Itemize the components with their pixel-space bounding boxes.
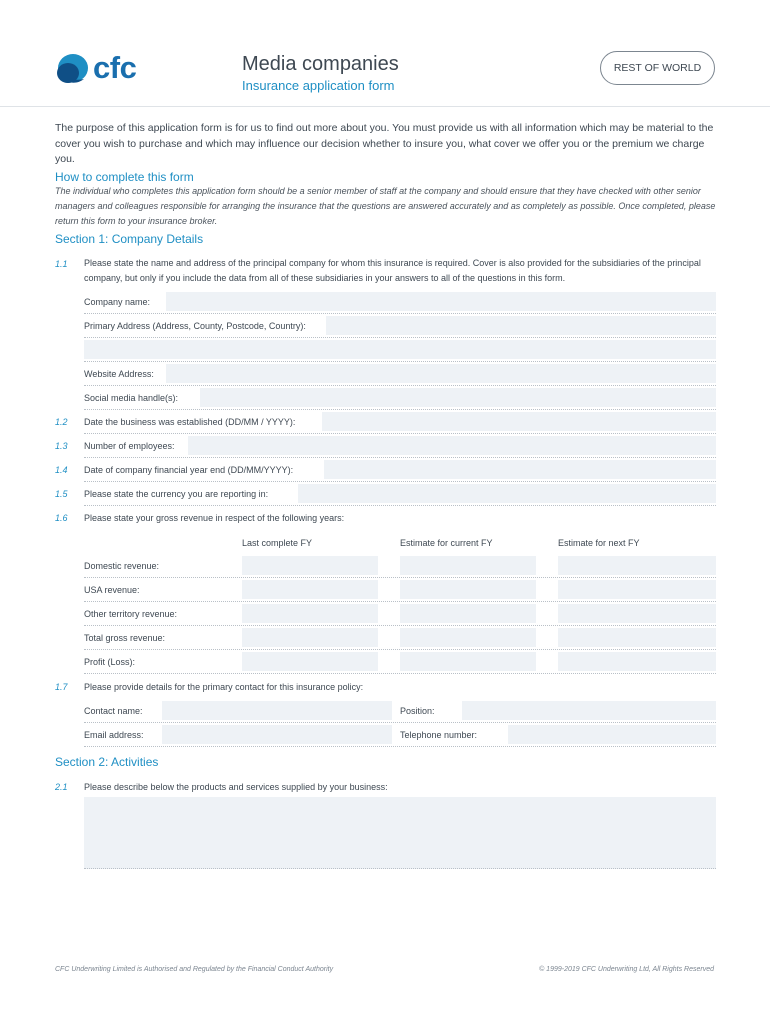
- column-last-fy: Last complete FY: [242, 538, 313, 548]
- question-number-1-6: 1.6: [55, 513, 68, 523]
- cfc-logo-icon: [54, 51, 90, 87]
- revenue-field-next-fy[interactable]: [558, 580, 716, 599]
- cfc-logo-text: cfc: [93, 50, 137, 85]
- footer-regulatory-text: CFC Underwriting Limited is Authorised and Regulated by the Financial Conduct Authority: [55, 966, 334, 973]
- fy-end-label: Date of company financial year end (DD/MM/YYYY):: [84, 465, 294, 475]
- howto-text: The individual who completes this application form should be a senior member of staff at the company and should ensure that they have checked with other senior managers and colleagues responsible for arranging the insurance that the questions are answered accurately and as completely as possible. Once completed, please return this form to your insurance broker.: [55, 186, 716, 226]
- revenue-field-current-fy[interactable]: [400, 604, 536, 623]
- position-field[interactable]: [462, 701, 716, 720]
- social-media-row: [84, 386, 716, 410]
- email-label: Email address:: [84, 730, 144, 740]
- date-established-field[interactable]: [322, 412, 716, 431]
- company-name-row: [84, 290, 716, 314]
- question-number-1-1: 1.1: [55, 259, 68, 269]
- question-number-1-7: 1.7: [55, 682, 68, 692]
- fy-end-row: [84, 458, 716, 482]
- contact-name-field[interactable]: [162, 701, 392, 720]
- primary-address-row: [84, 314, 716, 338]
- contact-row-2: [84, 723, 716, 747]
- revenue-row-label: USA revenue:: [84, 585, 140, 595]
- telephone-field[interactable]: [508, 725, 716, 744]
- revenue-field-current-fy[interactable]: [400, 556, 536, 575]
- revenue-field-next-fy[interactable]: [558, 628, 716, 647]
- revenue-field-last-fy[interactable]: [242, 556, 378, 575]
- revenue-row-label: Total gross revenue:: [84, 633, 166, 643]
- revenue-row-label: Profit (Loss):: [84, 657, 136, 667]
- region-badge: REST OF WORLD: [600, 51, 715, 85]
- contact-question-label: Please provide details for the primary contact for this insurance policy:: [84, 682, 364, 692]
- question-1-1-text: Please state the name and address of the principal company for whom this insurance is required. Cover is also provided for the subsidiaries of the principal company, but only if you include the data from all of these subsidiaries in your answers to all of the questions in this form.: [84, 258, 701, 283]
- website-row: [84, 362, 716, 386]
- company-name-label: Company name:: [84, 297, 151, 307]
- column-next-fy: Estimate for next FY: [558, 538, 640, 548]
- revenue-field-current-fy[interactable]: [400, 652, 536, 671]
- revenue-field-next-fy[interactable]: [558, 556, 716, 575]
- question-number-1-2: 1.2: [55, 417, 68, 427]
- revenue-field-current-fy[interactable]: [400, 580, 536, 599]
- question-number-1-5: 1.5: [55, 489, 68, 499]
- telephone-label: Telephone number:: [400, 730, 478, 740]
- revenue-row-other: [84, 602, 716, 626]
- question-number-1-4: 1.4: [55, 465, 68, 475]
- activities-description-field[interactable]: [84, 797, 716, 869]
- revenue-row-usa: [84, 578, 716, 602]
- revenue-field-next-fy[interactable]: [558, 604, 716, 623]
- company-name-field[interactable]: [166, 292, 716, 311]
- revenue-row-profit: [84, 650, 716, 674]
- primary-address-field-2[interactable]: [84, 340, 716, 359]
- section2-heading: Section 2: Activities: [55, 755, 159, 769]
- position-label: Position:: [400, 706, 435, 716]
- revenue-field-last-fy[interactable]: [242, 628, 378, 647]
- revenue-row-label: Other territory revenue:: [84, 609, 178, 619]
- date-established-row: [84, 410, 716, 434]
- intro-paragraph: The purpose of this application form is for us to find out more about you. You must provide us with all information which may be material to the cover you wish to purchase and which may influence our decision whether to insure you, what cover we offer you or the premium we charge you.: [55, 122, 714, 165]
- document-title: Media companies: [242, 53, 399, 75]
- activities-question-label: Please describe below the products and services supplied by your business:: [84, 782, 388, 792]
- document-subtitle: Insurance application form: [242, 78, 395, 93]
- currency-label: Please state the currency you are reporting in:: [84, 489, 269, 499]
- date-established-label: Date the business was established (DD/MM / YYYY):: [84, 417, 296, 427]
- primary-address-label: Primary Address (Address, County, Postcode, Country):: [84, 321, 306, 331]
- revenue-question-label: Please state your gross revenue in respect of the following years:: [84, 513, 345, 523]
- email-field[interactable]: [162, 725, 392, 744]
- primary-address-row-2: [84, 338, 716, 362]
- page-header: [0, 0, 770, 107]
- employees-label: Number of employees:: [84, 441, 175, 451]
- revenue-row-domestic: [84, 554, 716, 578]
- cfc-logo: [54, 51, 148, 89]
- employees-row: [84, 434, 716, 458]
- footer-copyright-text: © 1999-2019 CFC Underwriting Ltd, All Rights Reserved: [539, 966, 714, 973]
- employees-field[interactable]: [188, 436, 716, 455]
- revenue-field-last-fy[interactable]: [242, 604, 378, 623]
- currency-row: [84, 482, 716, 506]
- revenue-field-last-fy[interactable]: [242, 652, 378, 671]
- social-media-field[interactable]: [200, 388, 716, 407]
- contact-name-label: Contact name:: [84, 706, 143, 716]
- revenue-row-label: Domestic revenue:: [84, 561, 160, 571]
- currency-field[interactable]: [298, 484, 716, 503]
- column-current-fy: Estimate for current FY: [400, 538, 493, 548]
- question-number-1-3: 1.3: [55, 441, 68, 451]
- social-media-label: Social media handle(s):: [84, 393, 179, 403]
- website-label: Website Address:: [84, 369, 154, 379]
- revenue-field-current-fy[interactable]: [400, 628, 536, 647]
- revenue-field-next-fy[interactable]: [558, 652, 716, 671]
- section1-heading: Section 1: Company Details: [55, 232, 204, 246]
- contact-row-1: [84, 699, 716, 723]
- website-field[interactable]: [166, 364, 716, 383]
- revenue-field-last-fy[interactable]: [242, 580, 378, 599]
- fy-end-field[interactable]: [324, 460, 716, 479]
- primary-address-field[interactable]: [326, 316, 716, 335]
- question-number-2-1: 2.1: [55, 782, 68, 792]
- revenue-row-total: [84, 626, 716, 650]
- howto-heading: How to complete this form: [55, 170, 194, 184]
